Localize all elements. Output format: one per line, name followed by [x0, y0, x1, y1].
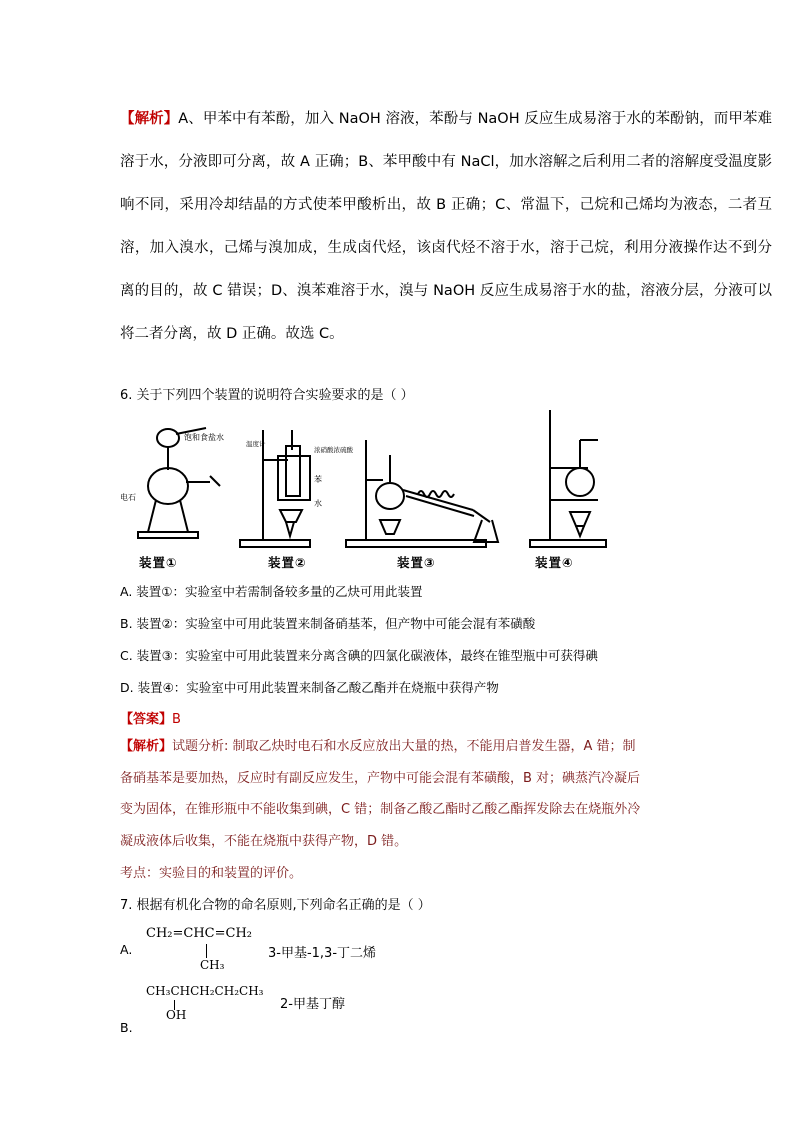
- q6-analysis-line-4: 凝成液体后收集，不能在烧瓶中获得产物，D 错。: [120, 833, 408, 849]
- label-sat-brine: 饱和食盐水: [184, 433, 224, 442]
- q7-option-a-name: 3-甲基-1,3-丁二烯: [268, 946, 377, 961]
- label-thermometer: 温度计: [246, 440, 266, 448]
- q6-option-c: C. 装置③：实验室中可用此装置来分离含碘的四氯化碳液体，最终在锥型瓶中可获得碘: [120, 648, 598, 663]
- q7-option-a-bond: [206, 944, 207, 958]
- analysis-tag: 【解析】: [120, 111, 179, 127]
- q6-option-b: B. 装置②：实验室中可用此装置来制备硝基苯，但产物中可能会混有苯磺酸: [120, 616, 536, 631]
- q7-option-a-formula: CH₂=CHC=CH₂: [146, 926, 253, 941]
- q6-analysis-tag: 【解析】: [120, 739, 173, 754]
- figure-label-4: 装置④: [535, 555, 574, 570]
- q7-option-b-formula: CH₃CHCH₂CH₂CH₃: [146, 984, 264, 998]
- apparatus-figure: [118, 410, 618, 570]
- q6-kaodian: 考点：实验目的和装置的评价。: [120, 866, 303, 881]
- q6-option-a: A. 装置①：实验室中若需制备较多量的乙炔可用此装置: [120, 584, 423, 599]
- figure-label-3: 装置③: [397, 555, 436, 570]
- q6-analysis-line-2: 备硝基苯是要加热，反应时有副反应发生，产物中可能会混有苯磺酸，B 对；碘蒸汽冷凝后: [120, 770, 641, 786]
- q6-analysis-line-3: 变为固体，在锥形瓶中不能收集到碘，C 错；制备乙酸乙酯时乙酸乙酯挥发除去在烧瓶外冷: [120, 802, 641, 817]
- figure-label-1: 装置①: [139, 555, 178, 570]
- q6-analysis-line-1: 【解析】试题分析: 制取乙炔时电石和水反应放出大量的热，不能用启普发生器，A 错；制: [120, 739, 636, 754]
- q5-analysis: [120, 98, 772, 356]
- q7-option-a-label: A.: [120, 942, 133, 957]
- apparatus-3-drawing: [346, 440, 498, 547]
- apparatus-1-drawing: [138, 428, 220, 538]
- q6-analysis: [120, 731, 772, 857]
- q6-stem: 6. 关于下列四个装置的说明符合实验要求的是（ ）: [120, 388, 414, 403]
- label-water: 水: [314, 499, 322, 508]
- label-benzene: 苯: [314, 475, 322, 484]
- figure-label-2: 装置②: [268, 555, 307, 570]
- q6-answer: [120, 708, 181, 727]
- q7-stem: 7. 根据有机化合物的命名原则,下列命名正确的是（ ）: [120, 898, 431, 913]
- q7-option-a-branch: CH₃: [200, 958, 225, 972]
- q6-option-d: D. 装置④：实验室中可用此装置来制备乙酸乙酯并在烧瓶中获得产物: [120, 680, 499, 695]
- q7-option-b-name: 2-甲基丁醇: [280, 997, 345, 1012]
- q5-analysis-text: A、甲苯中有苯酚，加入 NaOH 溶液，苯酚与 NaOH 反应生成易溶于水的苯酚钠，而甲苯难溶于水，分液即可分离，故 A 正确；B、苯甲酸中有 NaCl，加水溶解之后利用二者的溶解度受温度影响不同，采用冷却结晶的方式使苯甲酸析出，故 B 正确；C、常温下，己烷和己烯均为液态，二者互溶，加入溴水，己烯与溴加成，生成卤代烃，该卤代烃不溶于水，溶于己烷，利用分液操作达不到分离的目的，故 C 错误；D、溴苯难溶于水，溴与 NaOH 反应生成易溶于水的盐，溶液分层，分液可以将二者分离，故 D 正确。故选 C。: [120, 111, 772, 342]
- label-mixed-acid: 浓硝酸浓硫酸: [314, 446, 353, 454]
- answer-value: B: [172, 712, 181, 727]
- q7-option-b-label: B.: [120, 1020, 133, 1035]
- q7-option-b-branch: OH: [166, 1008, 187, 1022]
- label-carbide: 电石: [120, 493, 136, 502]
- answer-tag: 【答案】: [120, 712, 173, 727]
- apparatus-4-drawing: [530, 410, 606, 547]
